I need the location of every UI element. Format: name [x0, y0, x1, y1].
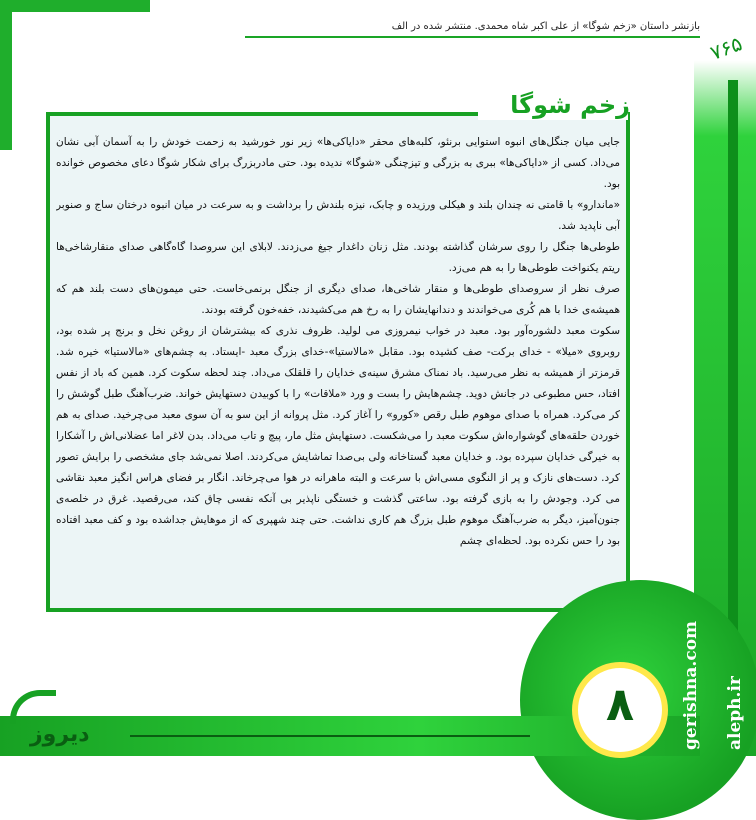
footer-line: [130, 735, 530, 737]
paragraph: صرف نظر از سروصدای طوطی‌ها و منقار شاخی‌ها، صدای دیگری از جنگل برنمی‌خاست. حتی میمون‌های دست بلند هم که همیشه‌ی خدا با هم کُری می‌خواندند و دندانهایشان را به رخ هم می‌کشیدند، خفه‌خون گرفته بودند.: [56, 283, 620, 316]
site-watermark-aleph: aleph.ir: [725, 676, 745, 750]
page-number: ۷۶۵: [706, 31, 746, 65]
paragraph: طوطی‌ها جنگل را روی سرشان گذاشته بودند. مثل زنان داغدار جیغ می‌زدند. لابلای این سروصدا گاه‌گاهی صدای منقارشاخی‌ها ریتم یکنواخت طوطی‌ها را به هم می‌زد.: [56, 241, 620, 274]
paragraph: جایی میان جنگل‌های انبوه استوایی برنئو، کلبه‌های محقر «دایاکی‌ها» زیر نور خورشید به زحمت خودش را به آسمان آبی نشان می‌داد. کسی از «دایاکی‌ها» ببری به بزرگی و تیزچنگی «شوگا» ندیده بود. حتی مادربزرگ برای شکار شوگا دعای مخصوص خوانده بود.: [56, 136, 620, 190]
issue-number: ۸: [605, 677, 635, 731]
footer-swoosh: [10, 690, 56, 724]
section-label: دیروز: [30, 722, 90, 747]
paragraph: سکوت معبد دلشوره‌آور بود. معبد در خواب نیمروزی می لولید. ظروف نذری که بیشترشان از روغن نخل و برنج پر شده بود، روبروی «میلا» - خدای برکت- صف کشیده بود. مقابل «مالاستیا»-خدای بزرگ معبد -ایستاد. به چشم‌های «مالاستیا» خیره شد. قرمزتر از همیشه به نظر می‌رسید. باد نمناک مشرق سینه‌ی خدایان را قلقلک می‌داد. چند لحظه سکوت کرد. همین که باد از نفس افتاد، حس مطبوعی در جانش دوید. چشم‌هایش را بست و ورد «ملاقات» را با کوبیدن دستهایش خواند. ضرب‌آهنگ طبل گوشش را کر می‌کرد. همراه با صدای موهوم طبل رقص «کورو» را آغاز کرد. مثل پروانه از این سو به آن سوی معبد می‌چرخید. صدای به هم خوردن حلقه‌های گوشواره‌اش سکوت معبد را می‌شکست. دستهایش مثل مار، پیچ و تاب می‌داد. بدن لاغر اما عضلانی‌اش را آشکارا به خیرگی خدایان سپرده بود. و خدایان معبد گستاخانه ولی بی‌صدا تماشایش می‌کردند. اصلا نمی‌شد جای مشخصی را برایش تصور کرد. دست‌های نازک و پر از النگوی مسی‌اش با سرعت و البته ماهرانه در هوا می‌چرخاند. انگار بر فضای هراس انگیز معبد نقاشی می کرد. وجودش را به بازی گرفته بود. ساعتی گذشت و خستگی ناپذیر بی آنکه نفسی چاق کند، می‌رقصید. غرق در خلصه‌ی جنون‌آمیز، دیگر به ضرب‌آهنگ موهوم طبل بزرگ هم کاری نداشت. حتی چند شهپری که از موهایش جداشده بود و کف معبد افتاده بود را حس نکرده بود. لحظه‌ای چشم: [56, 325, 620, 547]
header-caption: بازنشر داستان «زخم شوگا» از علی اکبر شاه محمدی. منتشر شده در الف: [391, 21, 700, 32]
header-rule: [245, 36, 700, 38]
article-body: [56, 132, 620, 602]
paragraph: «ماندارو» با قامتی نه چندان بلند و هیکلی ورزیده و چابک، نیزه بلندش را برداشت و به سرعت در میان انبوه درختان ساج و صنوبر آبی ناپدید شد.: [56, 199, 620, 232]
site-watermark-gerishna: gerishna.com: [681, 620, 701, 750]
article-title: زخم شوگا: [510, 91, 630, 119]
